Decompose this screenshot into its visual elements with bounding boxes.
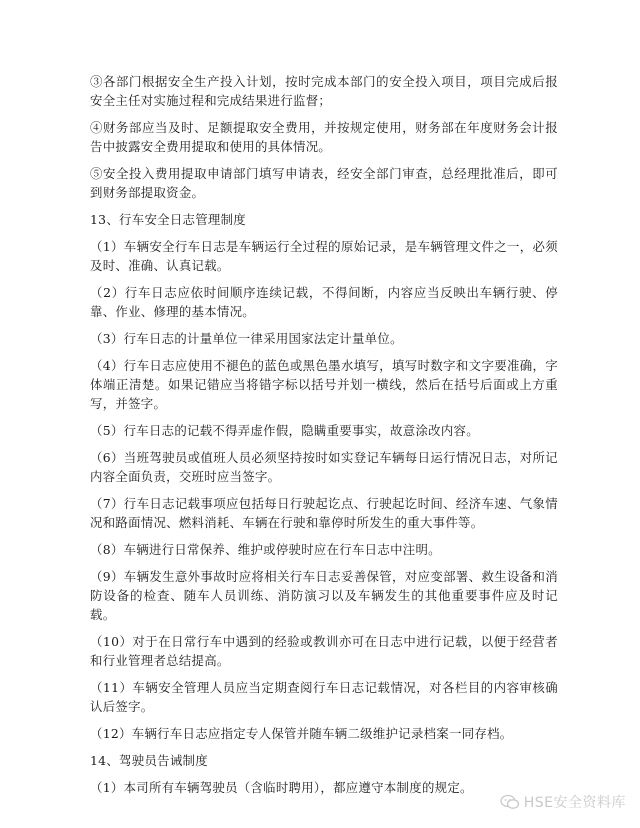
paragraph-budget-5: ⑤安全投入费用提取申请部门填写申请表，经安全部门审查，总经理批准后，即可到财务部提取资金。 [90,166,558,200]
paragraph-log-8: （8）车辆进行日常保养、维护或停驶时应在行车日志中注明。 [90,542,441,557]
paragraph-log-10: （10）对于在日常行车中遇到的经验或教训亦可在日志中进行记载，以便于经营者和行业管理者总结提高。 [90,634,558,668]
paragraph-log-1: （1）车辆安全行车日志是车辆运行全过程的原始记录，是车辆管理文件之一，必须及时、准确、认真记载。 [90,239,558,273]
paragraph-log-4: （4）行车日志应使用不褪色的蓝色或黑色墨水填写，填写时数字和文字要准确，字体端正清楚。如果记错应当将错字标以括号并划一横线，然后在括号后面或上方重写，并签字。 [90,358,558,411]
section-heading-14: 14、驾驶员告诫制度 [90,753,208,768]
paragraph-budget-4: ④财务部应当及时、足额提取安全费用，并按规定使用，财务部在年度财务会计报告中披露安全费用提取和使用的具体情况。 [90,120,558,154]
paragraph-log-11: （11）车辆安全管理人员应当定期查阅行车日志记载情况，对各栏目的内容审核确认后签字。 [90,680,558,714]
watermark-text: HSE安全资料库 [523,795,626,811]
wechat-icon [500,794,520,810]
paragraph-log-9: （9）车辆发生意外事故时应将相关行车日志妥善保管，对应变部署、救生设备和消防设备的检查、随车人员训练、消防演习以及车辆发生的其他重要事件应及时记载。 [90,569,558,622]
paragraph-log-5: （5）行车日志的记载不得弄虚作假，隐瞒重要事实，故意涂改内容。 [90,423,479,438]
paragraph-log-7: （7）行车日志记载事项应包括每日行驶起讫点、行驶起讫时间、经济车速、气象情况和路面情况、燃料消耗、车辆在行驶和靠停时所发生的重大事件等。 [90,496,558,530]
document-body [90,72,558,805]
paragraph-budget-3: ③各部门根据安全生产投入计划，按时完成本部门的安全投入项目，项目完成后报安全主任对实施过程和完成结果进行监督； [90,74,558,108]
watermark [500,792,626,812]
paragraph-log-3: （3）行车日志的计量单位一律采用国家法定计量单位。 [90,331,403,346]
section-heading-13: 13、行车安全日志管理制度 [90,212,246,227]
paragraph-log-2: （2）行车日志应依时间顺序连续记载，不得间断，内容应当反映出车辆行驶、停靠、作业、修理的基本情况。 [90,285,558,319]
paragraph-driver-1: （1）本司所有车辆驾驶员（含临时聘用），都应遵守本制度的规定。 [90,780,473,795]
paragraph-log-12: （12）车辆行车日志应指定专人保管并随车辆二级维护记录档案一同存档。 [90,726,513,741]
paragraph-log-6: （6）当班驾驶员或值班人员必须坚持按时如实登记车辆每日运行情况日志，对所记内容全面负责，交班时应当签字。 [90,450,558,484]
